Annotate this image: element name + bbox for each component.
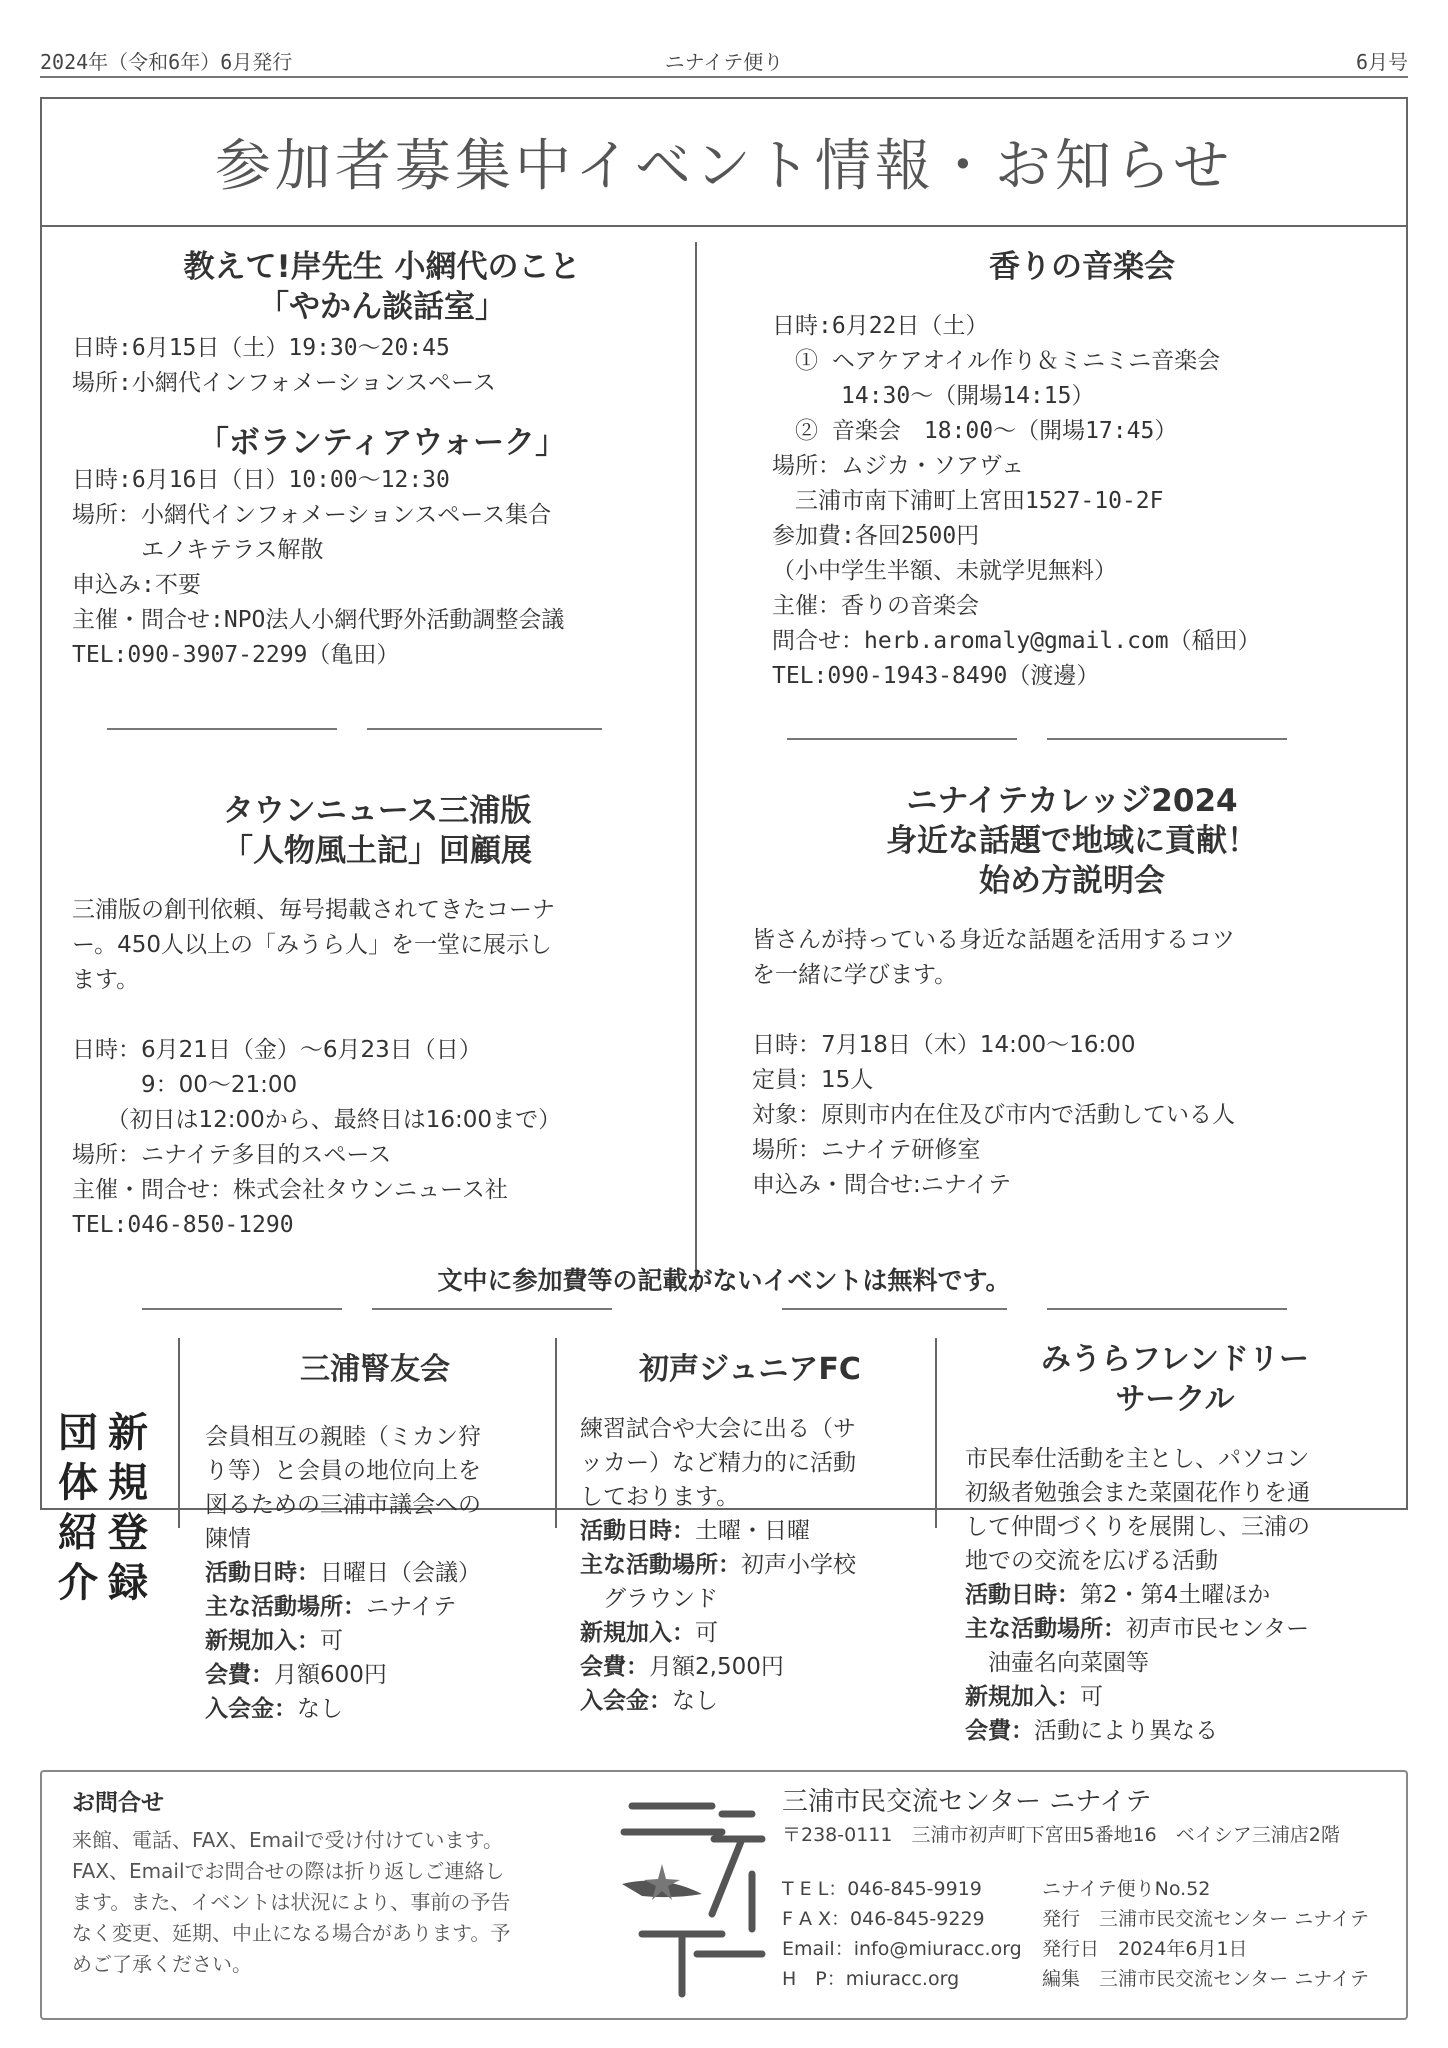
group-divider (178, 1338, 180, 1528)
publish-date: 発行日 2024年6月1日 (1042, 1938, 1248, 1960)
group-divider (555, 1338, 557, 1528)
event-college-details: 皆さんが持っている身近な話題を活用するコツ を一緒に学びます。 日時：7月18日（木）14:00～16:00 定員：15人 対象：原則市内在住及び市内で活動している人 場所：ニナイテ研修室 申込み・問合せ:ニナイテ (752, 927, 1235, 1198)
org-tel: T E L：046-845-9919 (782, 1878, 982, 1900)
separator-rule (1047, 1308, 1287, 1310)
org-details (782, 1874, 1402, 1994)
separator-rule (142, 1308, 342, 1310)
vertical-title-col-1: 新 規 登 録 (108, 1410, 148, 1606)
separator-rule (372, 1308, 612, 1310)
vt-char: 新 (108, 1410, 148, 1456)
separator-rule (107, 728, 337, 730)
contact-info: お問合せ 来館、電話、FAX、Emailで受け付けています。 FAX、Emailでお問合せの際は折り返しご連絡し ます。また、イベントは状況により、事前の予告 なく変更、延期、中止になる場合があります。予 めご了承ください。 (72, 1784, 582, 1980)
separator-rule (787, 738, 1017, 740)
banner (42, 99, 1406, 227)
group-hatsukoe-title: 初声ジュニアFC (639, 1352, 861, 1387)
event-kishi (72, 247, 672, 673)
org-homepage: H P：miuracc.org (782, 1968, 960, 1990)
group-jinyu-title: 三浦腎友会 (300, 1352, 450, 1387)
event-townnews-title: タウンニュース三浦版 「人物風土記」回顧展 (222, 793, 532, 869)
separator-rule (367, 728, 602, 730)
event-kishi-title: 教えて!岸先生 小網代のこと 「やかん談話室」 (183, 249, 581, 325)
issue-number: ニナイテ便りNo.52 (1042, 1878, 1211, 1900)
org-name: 三浦市民交流センター ニナイテ (782, 1787, 1152, 1817)
event-college-title: ニナイテカレッジ2024 身近な話題で地域に貢献！ 始め方説明会 (886, 783, 1258, 899)
event-college (752, 781, 1392, 1203)
group-jinyu (205, 1350, 545, 1726)
event-kishi-details: 日時:6月15日（土）19:30～20:45 場所:小網代インフォメーションスペース (72, 335, 496, 396)
contact-title: お問合せ (72, 1790, 164, 1816)
org-contact-column (782, 1874, 1042, 1994)
vt-char: 団 (58, 1410, 98, 1456)
group-jinyu-details: 会員相互の親睦（ミカン狩 り等）と会員の地位向上を 図るための三浦市議会への 陳情 活動日時：日曜日（会議） 主な活動場所：ニナイテ 新規加入：可 会費：月額600円 入会金：なし (205, 1424, 481, 1722)
logo-icon (602, 1784, 782, 2004)
issue-date: 2024年（令和6年）6月発行 (40, 50, 293, 74)
event-kaori-details: 日時:6月22日（土） ① ヘアケアオイル作り＆ミニミニ音楽会 14:30～（開場14:15） ② 音楽会 18:00～（開場17:45） 場所：ムジカ・ソアヴェ 三浦市南下浦町上宮田1527-10-2F 参加費:各回2500円 （小中学生半額、未就学児無料） 主催：香りの音楽会 問合せ：herb.aromaly@gmail.com（稲田） TEL:090-1943-8490（渡邊） (772, 313, 1261, 689)
event-volunteer-title: 「ボランティアウォーク」 (197, 425, 567, 461)
group-hatsukoe-details: 練習試合や大会に出る（サ ッカー）など精力的に活動 しております。 活動日時：土曜・日曜 主な活動場所：初声小学校 グラウンド 新規加入：可 会費：月額2,500円 入会金：なし (580, 1416, 856, 1714)
new-groups-vertical-title (58, 1408, 148, 1608)
group-friendly-details: 市民奉仕活動を主とし、パソコン 初級者勉強会また菜園花作りを通 して仲間づくりを展開し、三浦の 地での交流を広げる活動 活動日時：第2・第4土曜ほか 主な活動場所：初声市民センター 油壷名向菜園等 新規加入：可 会費：活動により異なる (965, 1446, 1310, 1744)
group-friendly-title: みうらフレンドリー サークル (1040, 1342, 1310, 1417)
vertical-title-col-2: 団 体 紹 介 (58, 1410, 98, 1606)
editor: 編集 三浦市民交流センター ニナイテ (1042, 1968, 1369, 1990)
event-townnews-details: 三浦版の創刊依頼、毎号掲載されてきたコーナ ー。450人以上の「みうら人」を一堂に展示し ます。 日時：6月21日（金）～6月23日（日） 9：00～21:00 （初日は12:00から、最終日は16:00まで） 場所：ニナイテ多目的スペース 主催・問合せ：株式会社タウンニュース社 TEL:046-850-1290 (72, 897, 562, 1238)
page-header (40, 44, 1408, 78)
separator-rule (782, 1308, 1007, 1310)
publisher: 発行 三浦市民交流センター ニナイテ (1042, 1908, 1369, 1930)
org-fax: F A X：046-845-9229 (782, 1908, 985, 1930)
event-volunteer-details: 日時:6月16日（日）10:00～12:30 場所：小網代インフォメーションスペース集合 エノキテラス解散 申込み:不要 主催・問合せ:NPO法人小網代野外活動調整会議 TEL:090-3907-2299（亀田） (72, 467, 565, 668)
issue-month: 6月号 (1355, 50, 1408, 74)
group-divider (935, 1338, 937, 1528)
org-email: Email：info@miuracc.org (782, 1938, 1022, 1960)
org-publish-column (1042, 1874, 1369, 1994)
events-frame (40, 97, 1408, 1510)
event-kaori (772, 247, 1392, 694)
event-townnews (72, 791, 682, 1243)
ninaite-logo (602, 1784, 782, 2004)
separator-rule (1047, 738, 1287, 740)
event-kaori-title: 香りの音楽会 (989, 249, 1175, 285)
org-address: 〒238-0111 三浦市初声町下宮田5番地16 ベイシア三浦店2階 (782, 1824, 1340, 1846)
banner-title: 参加者募集中イベント情報・お知らせ (214, 134, 1234, 199)
newsletter-name: ニナイテ便り (664, 50, 784, 74)
footer-box (40, 1770, 1408, 2020)
column-divider (695, 242, 697, 1292)
group-friendly (965, 1340, 1385, 1748)
free-event-notice: 文中に参加費等の記載がないイベントは無料です。 (437, 1266, 1011, 1295)
organization-info (782, 1784, 1402, 1994)
group-hatsukoe (580, 1350, 920, 1718)
